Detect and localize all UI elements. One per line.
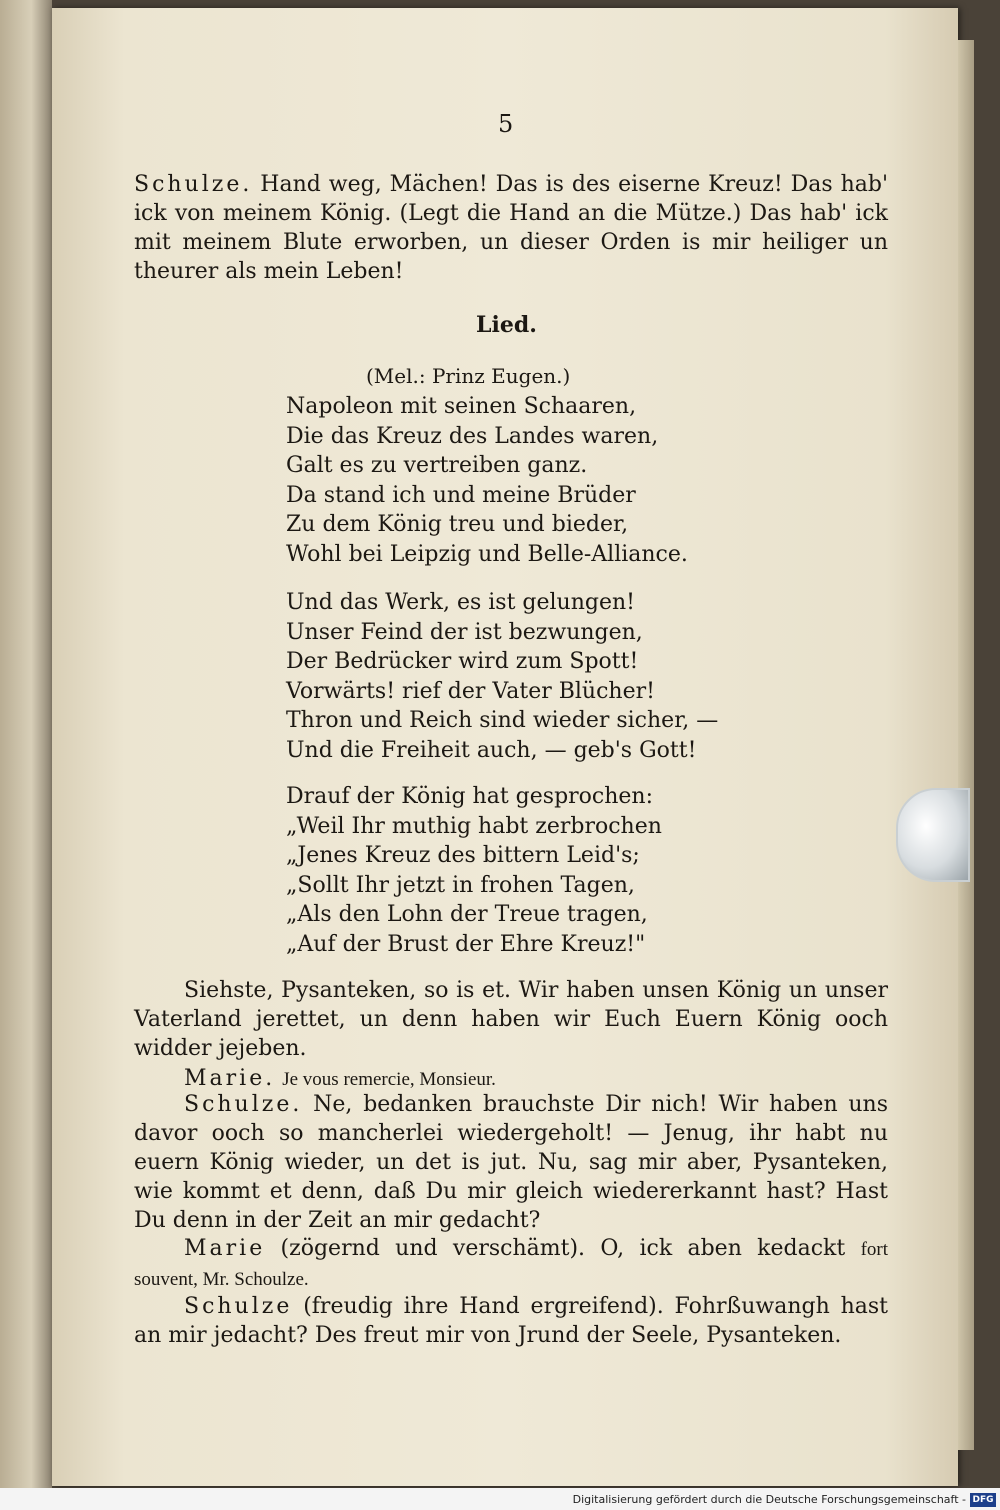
verse-line: Da stand ich und meine Brüder xyxy=(286,482,636,508)
verse-line: Und die Freiheit auch, — geb's Gott! xyxy=(286,737,697,763)
paragraph-schulze-4 xyxy=(134,1292,888,1350)
speech-text-french: Je vous remercie, Monsieur. xyxy=(282,1069,496,1090)
stanza-1 xyxy=(286,392,688,569)
verse-line: „Jenes Kreuz des bittern Leid's; xyxy=(286,843,640,868)
stage-direction: (zögernd und verschämt). xyxy=(280,1236,586,1261)
verse-line: „Als den Lohn der Treue tragen, xyxy=(286,902,648,927)
footer-bar xyxy=(0,1488,1000,1510)
verse-line: Thron und Reich sind wieder sicher, — xyxy=(286,708,719,733)
verse-line: Zu dem König treu und bieder, xyxy=(286,512,629,537)
speaker-name: Schulze xyxy=(184,1294,293,1319)
verse-line: „Sollt Ihr jetzt in frohen Tagen, xyxy=(286,872,635,898)
speech-text-french: fort souvent, Mr. Schoulze. xyxy=(134,1239,888,1290)
speech-text: Hand weg, Mächen! Das is des eiserne Kreuz! Das hab' ick von meinem König. (Legt die Hand an die Mütze.) Das hab' ick mit meinem Blute erworben, un dieser Orden is mir heiliger un theurer als mein Leben! xyxy=(134,172,888,284)
stanza-2 xyxy=(286,588,718,765)
page-clip xyxy=(896,788,970,882)
verse-line: Drauf der König hat gesprochen: xyxy=(286,784,654,809)
speaker-name: Marie xyxy=(184,1236,266,1261)
paragraph-schulze-3 xyxy=(134,1090,888,1235)
stage-direction: (freudig ihre Hand ergreifend). xyxy=(303,1294,664,1319)
verse-line: Die das Kreuz des Landes waren, xyxy=(286,423,659,449)
paragraph-schulze-1 xyxy=(134,170,888,286)
speaker-name: Schulze. xyxy=(184,1092,303,1117)
dfg-logo: DFG xyxy=(970,1493,996,1507)
paragraph-marie-2 xyxy=(134,1234,888,1294)
verse-line: Der Bedrücker wird zum Spott! xyxy=(286,649,639,674)
verse-line: Unser Feind der ist bezwungen, xyxy=(286,619,643,645)
paragraph-schulze-2: Siehste, Pysanteken, so is et. Wir haben unsen König un unser Vaterland jerettet, un denn haben wir Euch Euern König ooch widder jejeben. xyxy=(134,978,888,1061)
speech-text: Fohrßuwangh hast an mir jedacht? Des freut mir von Jrund der Seele, Pysanteken. xyxy=(134,1294,888,1348)
footer-credit: Digitalisierung gefördert durch die Deutsche Forschungsgemeinschaft - xyxy=(572,1493,966,1506)
verse-line: „Auf der Brust der Ehre Kreuz!" xyxy=(286,931,646,957)
verse-line: Galt es zu vertreiben ganz. xyxy=(286,453,588,478)
stanza-3 xyxy=(286,782,662,959)
melody-note: (Mel.: Prinz Eugen.) xyxy=(366,364,571,388)
verse-line: Wohl bei Leipzig und Belle-Alliance. xyxy=(286,541,688,567)
speaker-name: Marie. xyxy=(184,1066,276,1091)
verse-line: Und das Werk, es ist gelungen! xyxy=(286,590,635,615)
verse-line: „Weil Ihr muthig habt zerbrochen xyxy=(286,813,662,839)
page-edge xyxy=(958,40,974,1450)
song-title: Lied. xyxy=(476,312,537,338)
speech-text: O, ick aben kedackt xyxy=(600,1236,846,1261)
speaker-name: Schulze. xyxy=(134,172,253,197)
speech-text: Ne, bedanken brauchste Dir nich! Wir haben uns davor ooch so mancherlei wiedergeholt! — Jenug, ihr habt nu euern König wieder, un det is jut. Nu, sag mir aber, Pysanteken, wie kommt et denn, daß Du mir gleich wiedererkannt hast? Hast Du denn in der Zeit an mir gedacht? xyxy=(134,1092,889,1233)
book-gutter xyxy=(0,0,52,1490)
page-number: 5 xyxy=(498,110,514,138)
verse-line: Vorwärts! rief der Vater Blücher! xyxy=(286,678,655,704)
verse-line: Napoleon mit seinen Schaaren, xyxy=(286,394,637,419)
